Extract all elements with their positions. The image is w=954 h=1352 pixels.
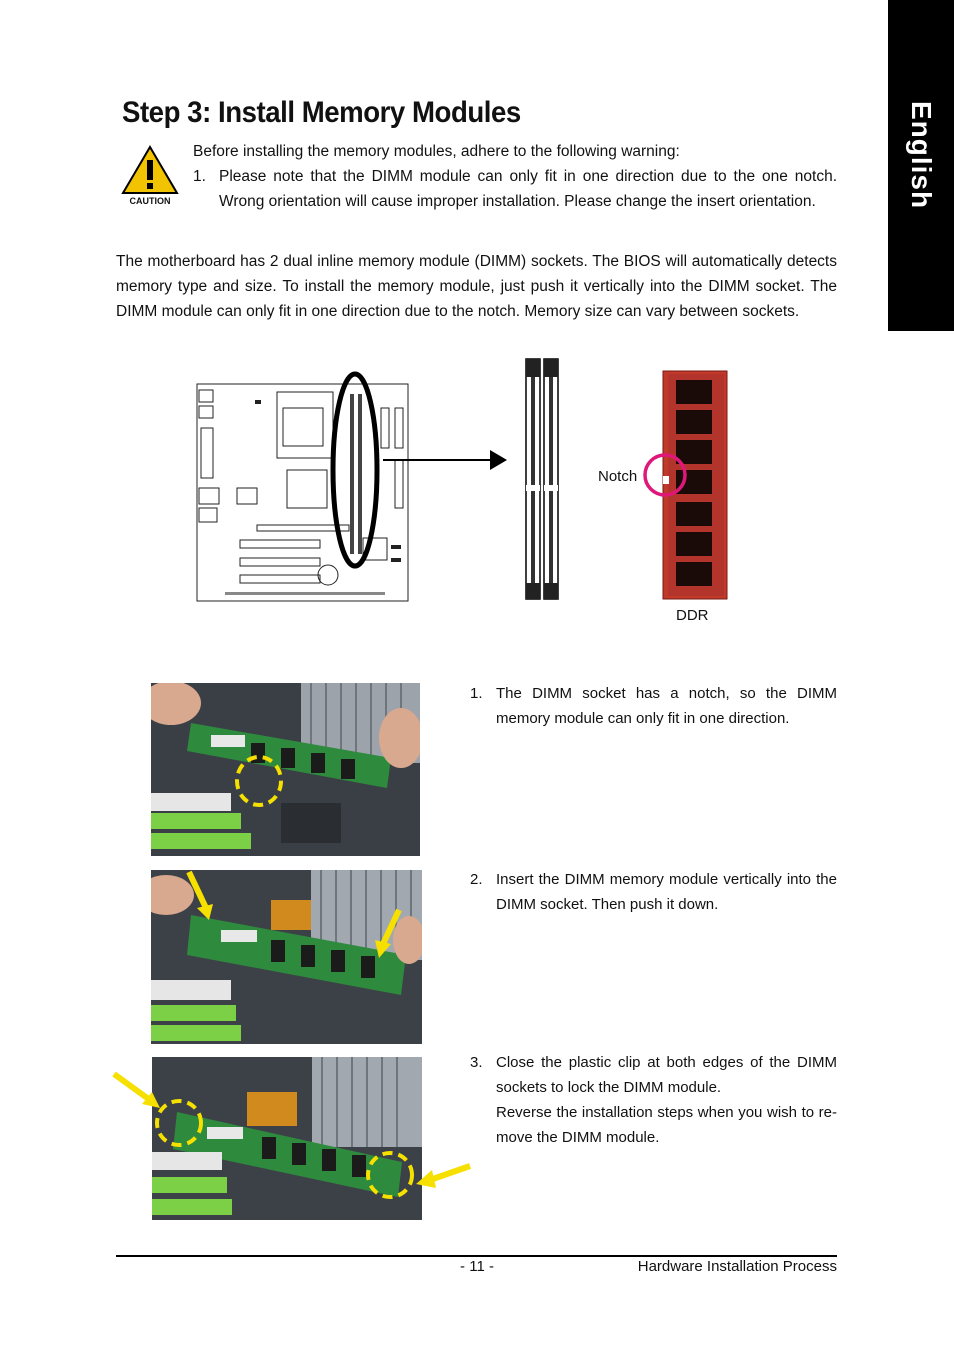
caution-intro: Before installing the memory modules, adhere to the following warning: [193,143,680,160]
step-1-text: The DIMM socket has a notch, so the DIMM memory module can only fit in one direction. [496,685,837,727]
language-tab-label: English [906,100,937,210]
step-1-number: 1. [470,685,483,702]
left-clip-arrow-icon [110,1070,162,1110]
step-3-extra: Reverse the installation steps when you wish to re-move the DIMM module. [496,1104,837,1146]
step-3-photo [152,1057,422,1220]
caution-item-number: 1. [193,168,206,185]
page-number: - 11 - [460,1258,494,1275]
caution-icon [120,144,180,212]
step-1-photo [151,683,420,856]
notch-label: Notch [598,468,638,485]
footer-section-title: Hardware Installation Process [637,1258,837,1275]
step-2-text: Insert the DIMM memory module vertically into the DIMM socket. Then push it down. [496,871,837,913]
step-3-content [496,1050,837,1150]
caution-label: CAUTION [129,196,171,206]
caution-item-text: Please note that the DIMM module can only fit in one direction due to the one notch. Wrong orientation will cause improper installation. Please change the insert orientation. [219,168,837,210]
step-2-number: 2. [470,871,483,888]
step-3-number: 3. [470,1054,483,1071]
notch-marker [641,452,689,498]
step-2-photo [151,870,422,1044]
page-title: Step 3: Install Memory Modules [122,96,521,129]
footer-divider [116,1255,837,1257]
intro-paragraph: The motherboard has 2 dual inline memory module (DIMM) sockets. The BIOS will automatically detects memory type and size. To install the memory module, just push it vertically into the DIMM socket. The DIMM module can only fit in one direction due to the notch. Memory size can vary between sockets. [116,253,837,320]
dimm-socket-diagram [522,355,562,603]
right-clip-arrow-icon [414,1160,472,1190]
step-3-text: Close the plastic clip at both edges of the DIMM sockets to lock the DIMM module. [496,1054,837,1096]
ddr-label: DDR [676,607,709,624]
language-tab [888,0,954,331]
motherboard-diagram [195,370,515,605]
